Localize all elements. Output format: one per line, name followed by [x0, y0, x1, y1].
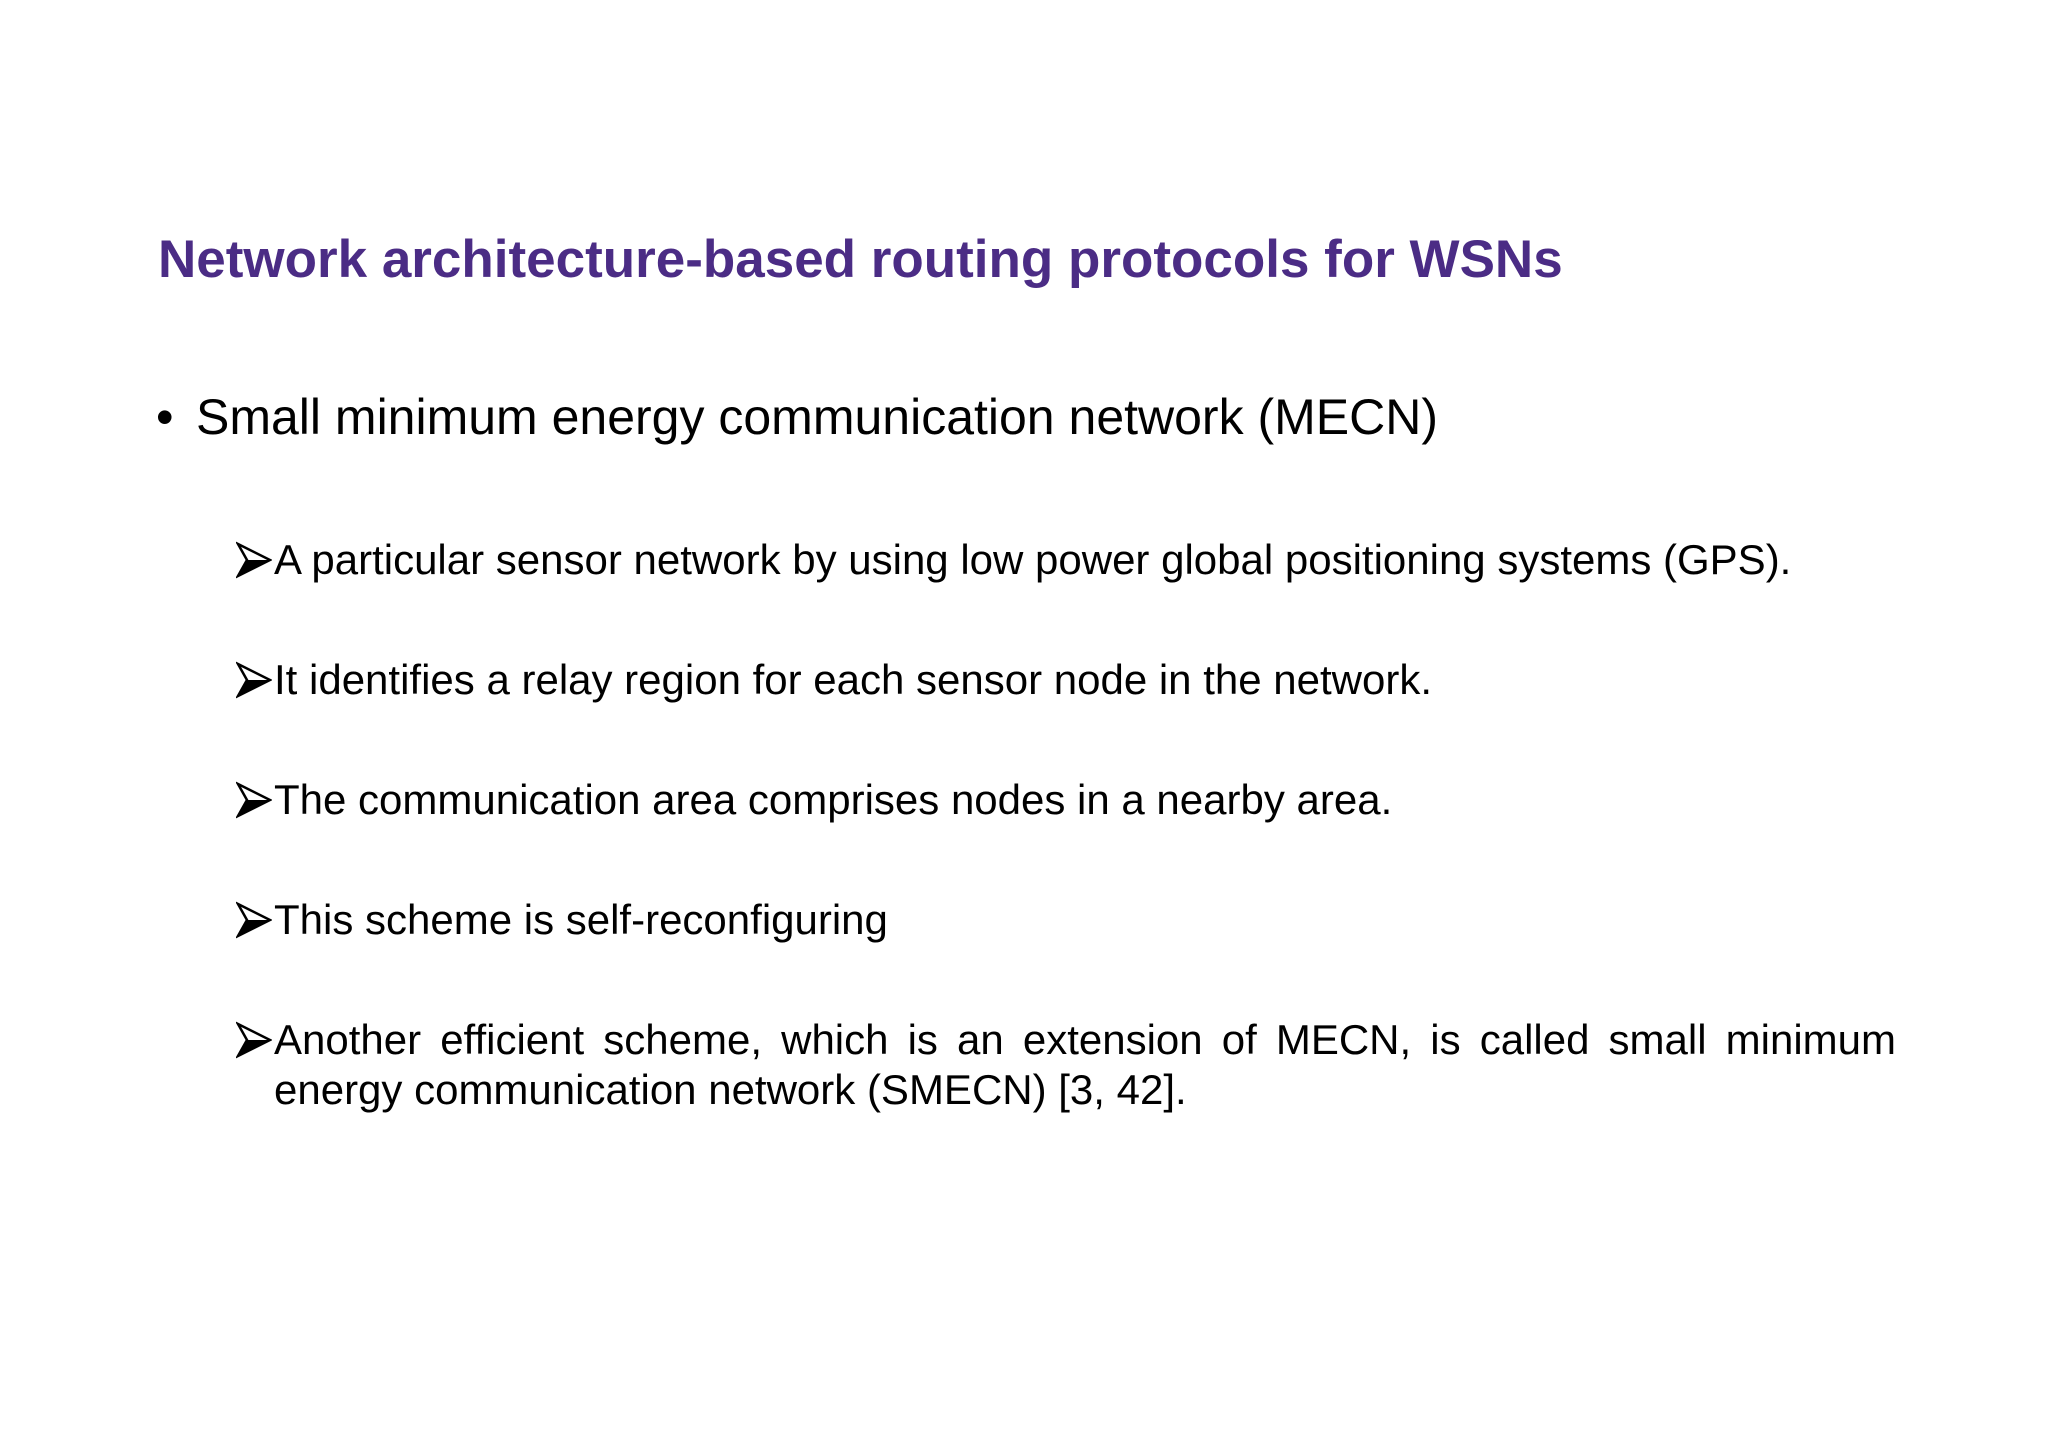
sub-bullet-text: The communication area comprises nodes in a nearby area.: [274, 776, 1393, 823]
sub-bullet-text: It identifies a relay region for each sensor node in the network.: [274, 656, 1432, 703]
sub-bullet-item: [236, 895, 1896, 945]
arrow-bullet-icon: [236, 901, 272, 939]
sub-bullet-item: [236, 1015, 1896, 1115]
arrow-bullet-icon: [236, 781, 272, 819]
sub-bullet-list: [236, 535, 1896, 1115]
sub-bullet-item: [236, 535, 1896, 585]
sub-bullet-text: Another efficient scheme, which is an extension of MECN, is called small minimum energy communication network (SMECN) [3, 42].: [274, 1016, 1896, 1113]
bullet-dot-icon: •: [156, 389, 174, 445]
main-bullet-text: Small minimum energy communication network (MECN): [196, 389, 1438, 445]
sub-bullet-item: [236, 655, 1896, 705]
sub-bullet-text: This scheme is self-reconfiguring: [274, 896, 888, 943]
main-bullet: [156, 386, 1896, 448]
arrow-bullet-icon: [236, 661, 272, 699]
sub-bullet-text: A particular sensor network by using low power global positioning systems (GPS).: [274, 536, 1792, 583]
arrow-bullet-icon: [236, 541, 272, 579]
slide-title: Network architecture-based routing protocols for WSNs: [158, 230, 1563, 289]
sub-bullet-item: [236, 775, 1896, 825]
arrow-bullet-icon: [236, 1021, 272, 1059]
